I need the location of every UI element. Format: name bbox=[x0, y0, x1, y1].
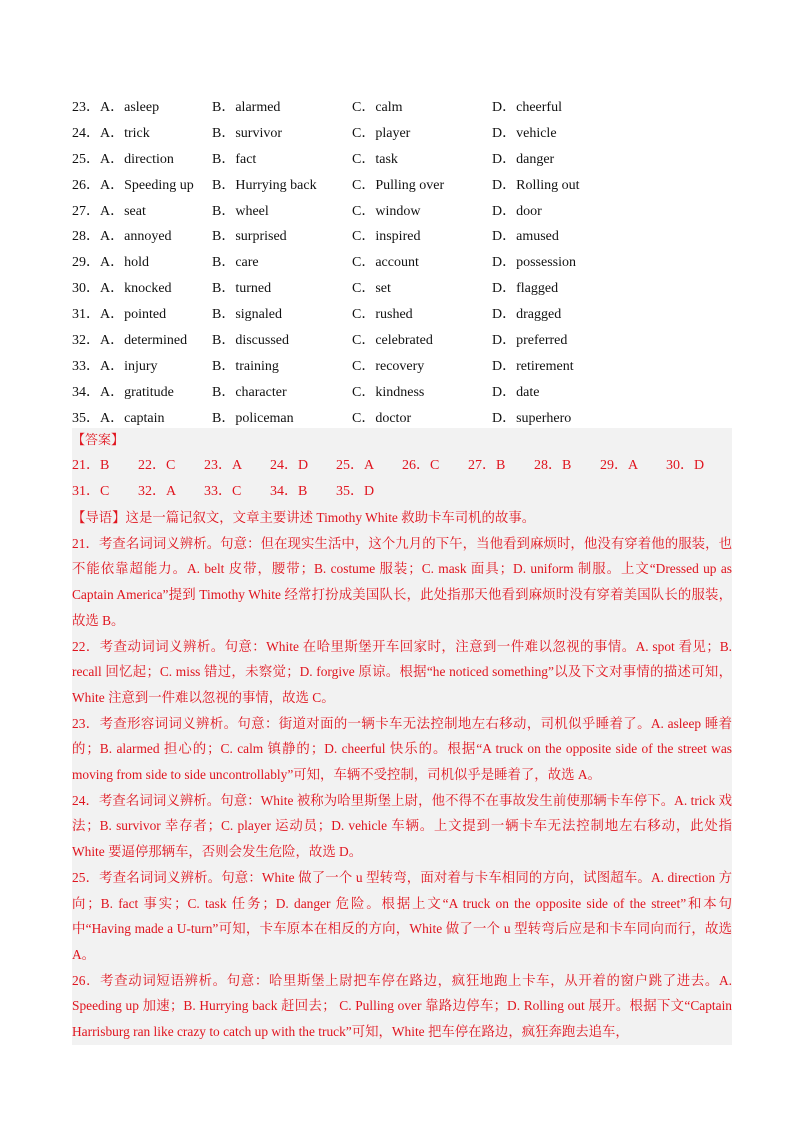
option-a: A．gratitude bbox=[100, 384, 174, 400]
option-d: D．flagged bbox=[492, 281, 559, 297]
answer-section bbox=[72, 428, 732, 1045]
option-c: C．inspired bbox=[352, 229, 421, 245]
question-row bbox=[72, 378, 732, 404]
option-a: A．Speeding up bbox=[100, 177, 194, 193]
option-d: D．possession bbox=[492, 255, 577, 271]
option-b: B．signaled bbox=[212, 307, 282, 323]
option-c: C．task bbox=[352, 151, 398, 167]
option-d: D．retirement bbox=[492, 358, 574, 374]
explanation-paragraph: 25．考查名词词义辨析。句意：White 做了一个 u 型转弯，面对着与卡车相同的方向，试图超车。A. direction 方向；B. fact 事实；C. task 任务；D. danger 危险。根据上文“A truck on the opposite side of the street”和本句中“Having made a U-turn”可知，卡车原本在相反的方向，White 做了一个 u 型转弯后应是和卡车同向而行，故选 A。 bbox=[72, 869, 732, 962]
option-a: A．trick bbox=[100, 125, 150, 141]
answer-item: 28．B bbox=[534, 458, 572, 473]
option-c: C．recovery bbox=[352, 358, 425, 374]
question-number: 33． bbox=[72, 358, 100, 374]
option-d: D．dragged bbox=[492, 307, 562, 323]
option-d: D．door bbox=[492, 203, 542, 219]
question-row bbox=[72, 274, 732, 300]
question-row bbox=[72, 145, 732, 171]
option-d: D．danger bbox=[492, 151, 555, 167]
answer-key-row bbox=[72, 453, 732, 479]
question-number: 31． bbox=[72, 307, 100, 323]
question-number: 26． bbox=[72, 177, 100, 193]
option-c: C．calm bbox=[352, 99, 403, 115]
option-a: A．annoyed bbox=[100, 229, 172, 245]
answer-item: 33．C bbox=[204, 484, 242, 499]
answer-item: 21．B bbox=[72, 458, 110, 473]
answer-item: 23．A bbox=[204, 458, 243, 473]
option-d: D．amused bbox=[492, 229, 559, 245]
answer-item: 25．A bbox=[336, 458, 375, 473]
option-a: A．asleep bbox=[100, 99, 160, 115]
question-number: 27． bbox=[72, 203, 100, 219]
option-b: B．alarmed bbox=[212, 99, 281, 115]
question-row bbox=[72, 300, 732, 326]
question-number: 32． bbox=[72, 332, 100, 348]
question-number: 23． bbox=[72, 99, 100, 115]
option-c: C．account bbox=[352, 255, 419, 271]
option-a: A．injury bbox=[100, 358, 158, 374]
answer-item: 35．D bbox=[336, 484, 375, 499]
option-b: B．survivor bbox=[212, 125, 282, 141]
question-number: 29． bbox=[72, 255, 100, 271]
option-b: B．policeman bbox=[212, 410, 294, 426]
question-row bbox=[72, 248, 732, 274]
explanation-paragraph: 21．考查名词词义辨析。句意：但在现实生活中，这个九月的下午，当他看到麻烦时，他没有穿着他的服装，也不能依靠超能力。A. belt 皮带，腰带；B. costume 服装；C. mask 面具；D. uniform 制服。上文“Dressed up as Captain America”提到 Timothy White 经常打扮成美国队长，此处指那天他看到麻烦时没有穿着美国队长的服装，故选 B。 bbox=[72, 535, 732, 628]
option-a: A．direction bbox=[100, 151, 174, 167]
question-number: 30． bbox=[72, 281, 100, 297]
option-b: B．discussed bbox=[212, 332, 289, 348]
question-row bbox=[72, 197, 732, 223]
question-number: 24． bbox=[72, 125, 100, 141]
answer-item: 34．B bbox=[270, 484, 308, 499]
option-b: B．turned bbox=[212, 281, 272, 297]
option-d: D．date bbox=[492, 384, 540, 400]
answer-item: 26．C bbox=[402, 458, 440, 473]
option-d: D．superhero bbox=[492, 410, 572, 426]
question-number: 25． bbox=[72, 151, 100, 167]
answer-heading: 【答案】 bbox=[72, 433, 125, 448]
answer-item: 30．D bbox=[666, 458, 705, 473]
option-c: C．Pulling over bbox=[352, 177, 445, 193]
option-b: B．wheel bbox=[212, 203, 269, 219]
option-d: D．cheerful bbox=[492, 99, 562, 115]
question-row bbox=[72, 326, 732, 352]
option-c: C．rushed bbox=[352, 307, 413, 323]
option-c: C．doctor bbox=[352, 410, 412, 426]
option-b: B．training bbox=[212, 358, 279, 374]
option-c: C．celebrated bbox=[352, 332, 433, 348]
question-row bbox=[72, 404, 732, 430]
option-a: A．pointed bbox=[100, 307, 167, 323]
answer-item: 22．C bbox=[138, 458, 176, 473]
option-a: A．hold bbox=[100, 255, 149, 271]
option-a: A．seat bbox=[100, 203, 146, 219]
question-number: 34． bbox=[72, 384, 100, 400]
option-a: A．determined bbox=[100, 332, 188, 348]
option-b: B．care bbox=[212, 255, 259, 271]
explanation-paragraph: 23．考查形容词词义辨析。句意：街道对面的一辆卡车无法控制地左右移动，司机似乎睡着了。A. asleep 睡着的；B. alarmed 担心的；C. calm 镇静的；D. cheerful 快乐的。根据“A truck on the opposite side of the street was moving from side to side uncontrollably”可知，车辆不受控制，司机似乎是睡着了，故选 A。 bbox=[72, 715, 732, 783]
question-number: 35． bbox=[72, 410, 100, 426]
option-d: D．Rolling out bbox=[492, 177, 580, 193]
intro-paragraph: 【导语】这是一篇记叙文，文章主要讲述 Timothy White 救助卡车司机的故事。 bbox=[72, 510, 536, 525]
question-row bbox=[72, 171, 732, 197]
answer-key-row bbox=[72, 479, 732, 505]
options-list bbox=[72, 93, 732, 430]
question-row bbox=[72, 352, 732, 378]
question-row bbox=[72, 93, 732, 119]
question-row bbox=[72, 222, 732, 248]
option-b: B．fact bbox=[212, 151, 257, 167]
option-b: B．character bbox=[212, 384, 287, 400]
option-b: B．surprised bbox=[212, 229, 287, 245]
answer-item: 29．A bbox=[600, 458, 639, 473]
option-a: A．knocked bbox=[100, 281, 172, 297]
option-c: C．player bbox=[352, 125, 411, 141]
answer-item: 31．C bbox=[72, 484, 110, 499]
answer-item: 27．B bbox=[468, 458, 506, 473]
question-number: 28． bbox=[72, 229, 100, 245]
explanation-paragraph: 24．考查名词词义辨析。句意：White 被称为哈里斯堡上尉，他不得不在事故发生前使那辆卡车停下。A. trick 戏法；B. survivor 幸存者；C. player 运动员；D. vehicle 车辆。上文提到一辆卡车无法控制地左右移动，此处指 White 要逼停那辆车，否则会发生危险，故选 D。 bbox=[72, 792, 732, 860]
question-row bbox=[72, 119, 732, 145]
option-c: C．window bbox=[352, 203, 421, 219]
option-d: D．vehicle bbox=[492, 125, 557, 141]
option-c: C．set bbox=[352, 281, 391, 297]
option-b: B．Hurrying back bbox=[212, 177, 317, 193]
option-a: A．captain bbox=[100, 410, 165, 426]
answer-item: 24．D bbox=[270, 458, 309, 473]
answer-item: 32．A bbox=[138, 484, 177, 499]
explanation-paragraph: 26．考查动词短语辨析。句意：哈里斯堡上尉把车停在路边，疯狂地跑上卡车，从开着的窗户跳了进去。A. Speeding up 加速；B. Hurrying back 赶回去； C. Pulling over 靠路边停车；D. Rolling out 展开。根据下文“Captain Harrisburg ran like crazy to catch up with the truck”可知，White 把车停在路边，疯狂奔跑去追车， bbox=[72, 972, 732, 1040]
option-c: C．kindness bbox=[352, 384, 425, 400]
option-d: D．preferred bbox=[492, 332, 568, 348]
explanation-paragraph: 22．考查动词词义辨析。句意：White 在哈里斯堡开车回家时，注意到一件难以忽视的事情。A. spot 看见；B. recall 回忆起；C. miss 错过，未察觉；D. forgive 原谅。根据“he noticed something”以及下文对事情的描述可知，White 注意到一件难以忽视的事情，故选 C。 bbox=[72, 638, 732, 705]
